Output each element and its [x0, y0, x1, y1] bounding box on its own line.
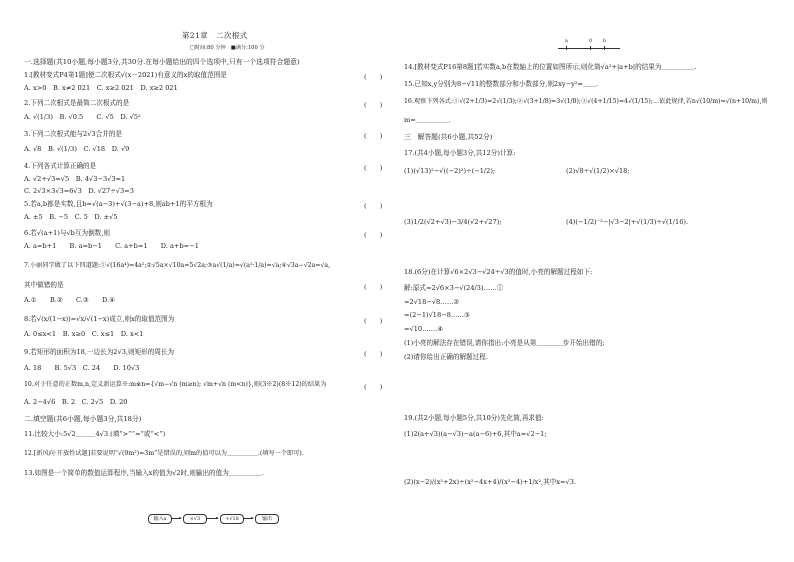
question-17-2: (2)√8÷√(1/2)×√18;: [566, 167, 630, 175]
flow-arrow-3: [243, 518, 253, 519]
question-18-part-1: (1)小亮的解法存在错误,请你指出:小亮是从第＿＿＿＿步开始出错的;: [404, 339, 605, 347]
question-18-step-1: 解:原式=2√6×3−√(24/3)……①: [404, 284, 504, 292]
question-16-tail: m=＿＿＿＿＿.: [404, 116, 451, 124]
answer-blank-6: ( ): [364, 231, 383, 239]
number-line-axis: [558, 48, 620, 49]
question-18-part-2: (2)请你给出正确的解题过程.: [404, 353, 488, 361]
number-line: [558, 39, 620, 52]
flow-add: +√18: [220, 514, 244, 524]
flow-multiply: ×√3: [183, 514, 207, 524]
question-14: 14.[教材变式P16第8题]若实数a,b在数轴上的位置如图所示,则化简√a²+|a+b|的结果为＿＿＿＿＿.: [404, 63, 697, 71]
question-8: 8.若√(x/(1−x))=√x/√(1−x)成立,则x的取值范围为: [24, 315, 175, 323]
label-0: 0: [589, 39, 593, 44]
question-19-1: (1)2(a+√3)(a−√3)−a(a−6)+6,其中a=√2−1;: [404, 430, 547, 438]
question-1: 1.[教材变式P4第1题]使二次根式√(x－2021)有意义的x的取值范围是: [24, 71, 227, 79]
answer-blank-8: ( ): [364, 317, 383, 325]
question-4-options-a: A. √2+√3=√5 B. 4√3−3√3=1: [24, 175, 126, 183]
question-19: 19.(共2小题,每小题5分,共10分)先化简,再求值:: [404, 414, 544, 422]
question-17-4: (4)(−1/2)⁻²−|√3−2|+√(1/3)÷√(1/16).: [566, 218, 689, 226]
tick-0: [590, 46, 591, 50]
question-17-3: (3)1/2(√2+√3)−3/4(√2+√27);: [404, 218, 502, 226]
question-9: 9.若矩形的面积为18,一边长为2√3,则矩形的周长为: [24, 348, 175, 356]
flow-arrow-1: [171, 518, 181, 519]
answer-blank-9: ( ): [364, 350, 383, 358]
exam-meta: □时间:80 分钟 ■满分:100 分: [190, 45, 265, 51]
question-7-options: A.① B.② C.③ D.④: [24, 296, 116, 304]
question-15: 15.已知x,y分别为8−√11的整数部分和小数部分,则2xy−y²=＿＿.: [404, 80, 599, 88]
page-title: 第21章 二次根式: [182, 31, 248, 40]
question-10-options: A. 2−4√6 B. 2 C. 2√5 D. 20: [24, 398, 128, 406]
question-5: 5.若a,b都是实数,且b=√(a−3)+√(3−a)+8,则ab+1的平方根为: [24, 200, 213, 208]
question-6-options: A. a=b+1 B. a=b−1 C. a+b=1 D. a+b=−1: [24, 242, 199, 250]
question-17: 17.(共4小题,每小题3分,共12分)计算:: [404, 149, 516, 157]
question-1-options: A. x>0 B. x≠2 021 C. x≥2 021 D. x≥2 021: [24, 84, 178, 92]
question-17-1: (1)(√13)²−√((−2)²)÷(−1/2);: [404, 167, 496, 175]
answer-blank-5: ( ): [364, 202, 383, 210]
section-choice: 一.选择题(共10小题,每小题3分,共30分.在每小题给出的四个选项中,只有一个选项符合题意): [24, 58, 300, 66]
question-3: 3.下列二次根式能与2√3合并的是: [24, 130, 123, 138]
tick-a: [566, 46, 567, 50]
answer-blank-1: ( ): [364, 73, 383, 81]
question-16: 16.观察下列各式:①√(2+1/3)=2√(1/3);②√(3+1/8)=3√(1/8);③√(4+1/15)=4√(1/15);…依此规律,若n√(10/m)=√(n+10/m),则: [404, 98, 768, 105]
question-5-options: A. ±5 B. −5 C. 5 D. ±√5: [24, 213, 118, 221]
question-8-options: A. 0≤x<1 B. x≥0 C. x≤1 D. x<1: [24, 330, 144, 338]
question-2: 2.下列二次根式是最简二次根式的是: [24, 99, 130, 107]
answer-blank-7: ( ): [364, 283, 383, 291]
question-7-tail: 其中做错的是: [24, 281, 64, 289]
question-4-options-b: C. 2√3×3√3=6√3 D. √27÷√3=3: [24, 187, 134, 195]
answer-blank-10: ( ): [364, 383, 383, 391]
question-12: 12.[新风向·开放性试题]若要说明“√(9m²)=3m”是错误的,则m的值可以为＿＿＿＿＿.(填写一个即可).: [24, 450, 304, 457]
answer-blank-4: ( ): [364, 164, 383, 172]
section-solve: 三 解答题(共6小题,共52分): [404, 133, 493, 141]
flow-input: 输入x: [148, 514, 172, 524]
question-3-options: A. √8 B. √(1/3) C. √18 D. √9: [24, 145, 130, 153]
question-10: 10.对于任意的正数m,n,定义新运算※:m※n={√m−√n (m≥n); √m+√n (m<n)},则(3※2)(8※12)的结果为: [24, 381, 327, 388]
label-a: a: [565, 39, 568, 44]
label-b: b: [603, 39, 607, 44]
flow-arrow-2: [206, 518, 218, 519]
question-2-options: A. √(1/3) B. √0.5 C. √5 D. √5²: [24, 113, 141, 121]
question-6: 6.若√(a+1)与√b互为倒数,则: [24, 229, 110, 237]
answer-blank-2: ( ): [364, 101, 383, 109]
section-fill: 二.填空题(共6小题,每小题3分,共18分): [24, 415, 142, 423]
question-18-step-2: =2√18−√8……②: [404, 298, 460, 306]
question-7: 7.小丽同学做了以下四道题:①√(16a⁴)=4a²;②√5a×√10a=5√2a;③a√(1/a)=√(a²·1/a)=√a;④√3a−√2a=√a,: [24, 262, 331, 269]
question-19-2: (2)(x−2)/(x²+2x)÷(x²−4x+4)/(x²−4)+1/x²,其中x=√3.: [404, 478, 577, 486]
answer-blank-3: ( ): [364, 132, 383, 140]
flow-output: 输出: [255, 514, 279, 524]
question-9-options: A. 18 B. 5√3 C. 24 D. 10√3: [24, 364, 140, 372]
question-18-step-4: =√10.……④: [404, 325, 444, 333]
question-18-step-3: =(2−1)√18−8……③: [404, 311, 470, 319]
question-11: 11.比较大小:5√2＿＿＿4√3.(填“>”“=”或“<”): [24, 430, 166, 438]
question-13: 13.如图是一个简单的数值运算程序,当输入x的值为√2时,则输出的值为＿＿＿＿＿.: [24, 469, 264, 477]
question-4: 4.下列各式计算正确的是: [24, 162, 97, 170]
program-flow: [148, 514, 298, 526]
question-18: 18.(6分)在计算√6×2√3−√24÷√3的值时,小亮的解题过程如下:: [404, 268, 593, 276]
tick-b: [604, 46, 605, 50]
